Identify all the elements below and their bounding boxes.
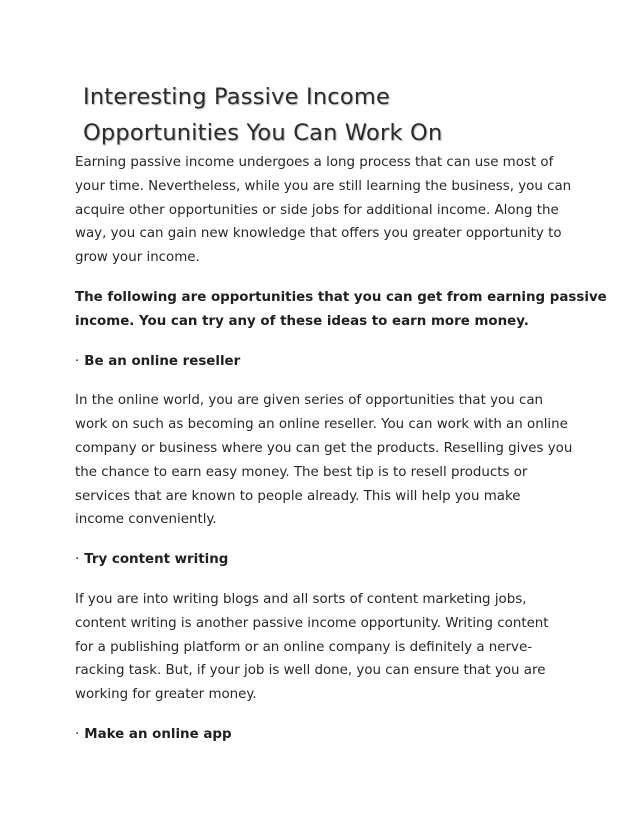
text-line: content writing is another passive income opportunity. Writing content: [75, 615, 549, 631]
section-heading-online-app: [75, 723, 570, 747]
text-line: income conveniently.: [75, 512, 217, 528]
intro-paragraph: [75, 151, 570, 270]
text-line: way, you can gain new knowledge that offers you greater opportunity to: [75, 226, 562, 242]
text-line: services that are known to people already. This will help you make: [75, 488, 521, 504]
text-line: for a publishing platform or an online company is definitely a nerve-: [75, 639, 533, 655]
text-line: your time. Nevertheless, while you are still learning the business, you can: [75, 178, 572, 194]
text-line: If you are into writing blogs and all sorts of content marketing jobs,: [75, 591, 527, 607]
document-body: [75, 151, 607, 763]
section-paragraph-content-writing: [75, 588, 570, 707]
text-line: company or business where you can get the products. Reselling gives you: [75, 440, 573, 456]
document-title: [83, 79, 563, 151]
section-heading-online-reseller: [75, 350, 570, 374]
text-line: the chance to earn easy money. The best tip is to resell products or: [75, 464, 528, 480]
title-line: Interesting Passive Income: [83, 84, 390, 110]
section-heading-text: Be an online reseller: [84, 353, 241, 369]
section-heading-content-writing: [75, 548, 570, 572]
bullet-marker: ·: [75, 552, 80, 568]
text-line: Earning passive income undergoes a long process that can use most of: [75, 155, 554, 170]
text-line: grow your income.: [75, 250, 200, 266]
title-line: Opportunities You Can Work On: [83, 120, 443, 146]
bullet-marker: ·: [75, 353, 80, 369]
text-line: racking task. But, if your job is well done, you can ensure that you are: [75, 663, 546, 679]
text-line: income. You can try any of these ideas to earn more money.: [75, 313, 529, 329]
section-heading-text: Try content writing: [84, 552, 229, 568]
lead-paragraph: [75, 286, 607, 334]
text-line: work on such as becoming an online reseller. You can work with an online: [75, 417, 568, 433]
section-paragraph-online-reseller: [75, 389, 573, 532]
text-line: acquire other opportunities or side jobs for additional income. Along the: [75, 202, 559, 218]
text-line: In the online world, you are given series of opportunities that you can: [75, 393, 544, 409]
text-line: The following are opportunities that you can get from earning passive: [75, 289, 607, 305]
text-line: working for greater money.: [75, 687, 257, 703]
section-heading-text: Make an online app: [84, 726, 232, 742]
bullet-marker: ·: [75, 726, 80, 742]
